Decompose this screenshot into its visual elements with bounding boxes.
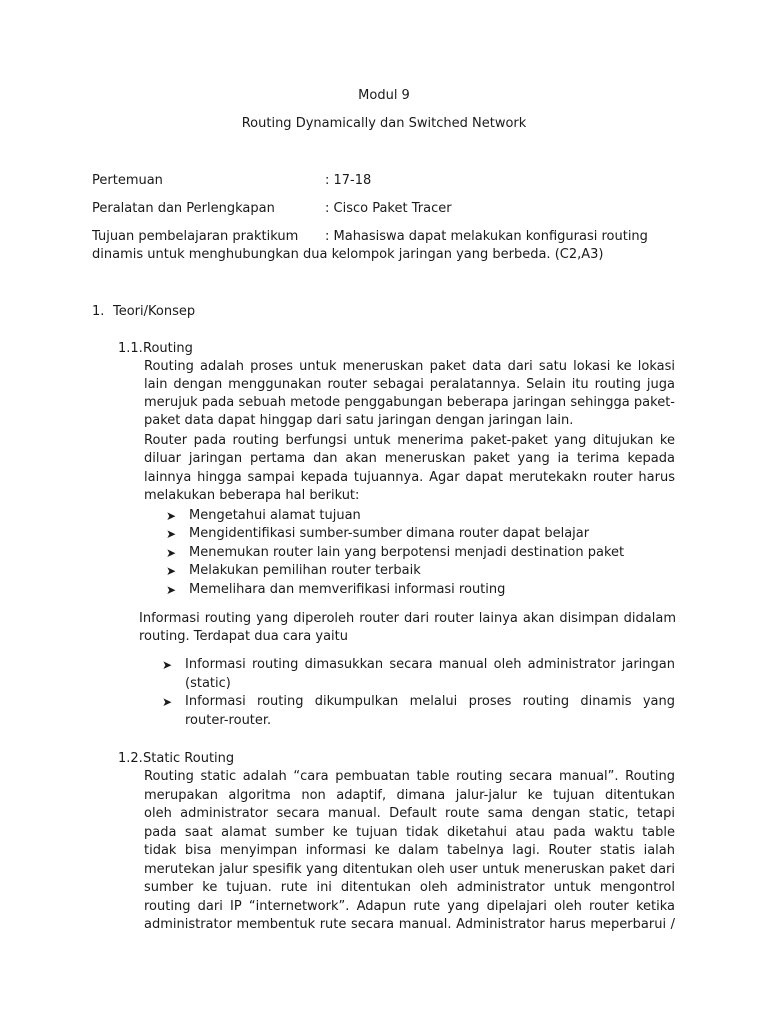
arrow-bullet-icon: ➤ — [162, 658, 173, 672]
paragraph-line: lainnya hingga sampai kepada tujuannya. Agar dapat merutekakn router harus — [144, 470, 675, 485]
meta-label-pertemuan: Pertemuan — [92, 173, 163, 188]
arrow-bullet-icon: ➤ — [166, 509, 177, 523]
arrow-bullet-icon: ➤ — [166, 583, 177, 597]
list-item: Informasi routing dimasukkan secara manual oleh administrator jaringan — [185, 657, 675, 672]
paragraph-line: oleh administrator secara manual. Default route sama dengan static, tetapi — [144, 806, 675, 821]
paragraph-line: merupakan algoritma non adaptif, dimana jalur-jalur ke tujuan ditentukan — [144, 788, 675, 803]
meta-label-peralatan: Peralatan dan Perlengkapan — [92, 201, 275, 216]
arrow-bullet-icon: ➤ — [162, 695, 173, 709]
paragraph-line: Routing static adalah “cara pembuatan table routing secara manual”. Routing — [144, 769, 675, 784]
paragraph-line: Informasi routing yang diperoleh router dari router lainya akan disimpan didalam — [139, 611, 676, 626]
subsection-title: Routing — [143, 341, 193, 356]
list-item-continuation: (static) — [185, 676, 231, 691]
meta-label-tujuan: Tujuan pembelajaran praktikum — [92, 229, 299, 244]
list-item: Mengetahui alamat tujuan — [189, 508, 361, 523]
paragraph-line: melakukan beberapa hal berikut: — [144, 488, 360, 503]
paragraph-line: Router pada routing berfungsi untuk menerima paket-paket yang ditujukan ke — [144, 433, 675, 448]
module-title: Modul 9 — [358, 88, 410, 103]
subsection-number: 1.2. — [118, 751, 143, 766]
meta-continuation: dinamis untuk menghubungkan dua kelompok jaringan yang berbeda. (C2,A3) — [92, 247, 604, 262]
paragraph-line: lain dengan menggunakan router sebagai peralatannya. Selain itu routing juga — [144, 377, 675, 392]
list-item: Mengidentifikasi sumber-sumber dimana router dapat belajar — [189, 526, 590, 541]
subsection-title: Static Routing — [143, 751, 235, 766]
list-item: Menemukan router lain yang berpotensi menjadi destination paket — [189, 545, 625, 560]
section-number: 1. — [92, 304, 105, 319]
arrow-bullet-icon: ➤ — [166, 546, 177, 560]
section-title: Teori/Konsep — [113, 304, 196, 319]
paragraph-line: diluar jaringan pertama dan akan meneruskan paket yang ia terima kepada — [144, 451, 675, 466]
paragraph-line: sumber ke tujuan. rute ini ditentukan oleh administrator untuk mengontrol — [144, 880, 675, 895]
meta-value-tujuan: : Mahasiswa dapat melakukan konfigurasi routing — [325, 229, 648, 244]
list-item: Memelihara dan memverifikasi informasi routing — [189, 582, 506, 597]
paragraph-line: administrator membentuk rute secara manual. Administrator harus meperbarui / — [144, 917, 675, 932]
subsection-number: 1.1. — [118, 341, 143, 356]
paragraph-line: merujuk pada sebuah metode penggabungan beberapa jaringan sehingga paket- — [144, 395, 675, 410]
list-item-continuation: router-router. — [185, 713, 272, 728]
meta-value-peralatan: : Cisco Paket Tracer — [325, 201, 452, 216]
paragraph-line: Routing adalah proses untuk meneruskan paket data dari satu lokasi ke lokasi — [144, 359, 675, 374]
meta-value-pertemuan: : 17-18 — [325, 173, 372, 188]
list-item: Informasi routing dikumpulkan melalui proses routing dinamis yang — [185, 694, 675, 709]
paragraph-line: tidak bisa menyimpan informasi ke dalam tabelnya lagi. Router statis ialah — [144, 843, 675, 858]
paragraph-line: pada saat alamat sumber ke tujuan tidak diketahui atau pada waktu table — [144, 825, 675, 840]
arrow-bullet-icon: ➤ — [166, 527, 177, 541]
paragraph-line: paket data dapat hinggap dari satu jaringan dengan jaringan lain. — [144, 413, 574, 428]
module-subtitle: Routing Dynamically dan Switched Network — [241, 116, 527, 131]
paragraph-line: routing. Terdapat dua cara yaitu — [139, 629, 348, 644]
list-item: Melakukan pemilihan router terbaik — [189, 563, 421, 578]
paragraph-line: routing dari IP “internetwork”. Adapun rute yang dipelajari oleh router ketika — [144, 899, 675, 914]
paragraph-line: merutekan jalur spesifik yang ditentukan oleh user untuk meneruskan paket dari — [144, 862, 675, 877]
arrow-bullet-icon: ➤ — [166, 564, 177, 578]
